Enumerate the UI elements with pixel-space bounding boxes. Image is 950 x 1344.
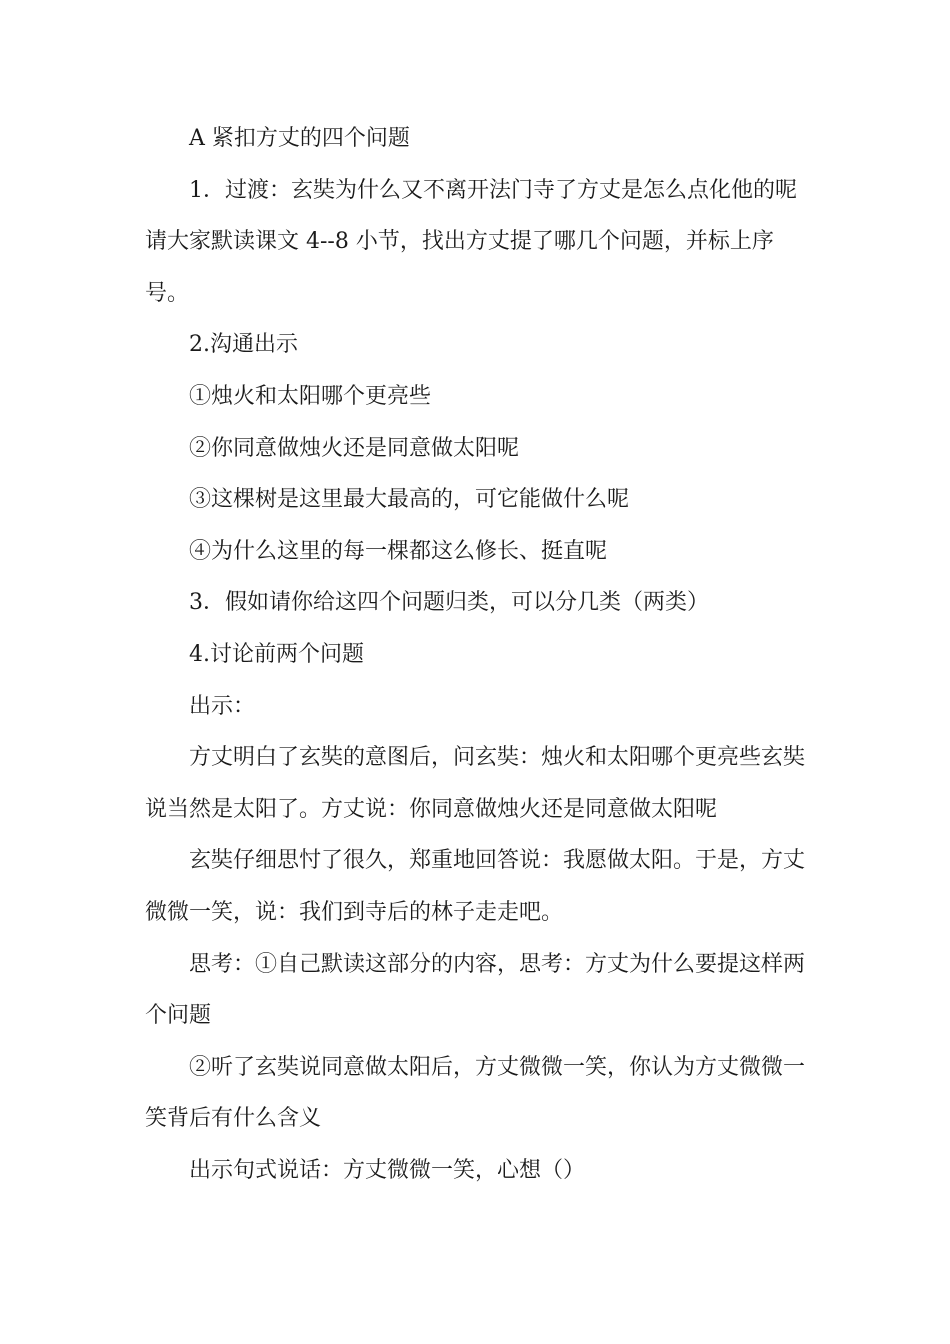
paragraph-show-label: 出示： (189, 693, 256, 719)
section-heading: A 紧扣方丈的四个问题 (189, 126, 410, 151)
paragraph-classify: 3．假如请你给这四个问题归类，可以分几类（两类） (189, 590, 709, 616)
question-item-1: ①烛火和太阳哪个更亮些 (189, 383, 432, 409)
paragraph-sentence-pattern: 出示句式说话：方丈微微一笑，心想（） (189, 1157, 586, 1183)
paragraph-quote-1: 方丈明白了玄奘的意图后，问玄奘：烛火和太阳哪个更亮些玄奘说当然是太阳了。方丈说：你同意做烛火还是同意做太阳呢 (145, 745, 806, 822)
paragraph-quote-2: 玄奘仔细思忖了很久，郑重地回答说：我愿做太阳。于是，方丈微微一笑，说：我们到寺后的林子走走吧。 (145, 848, 806, 925)
question-item-4: ④为什么这里的每一棵都这么修长、挺直呢 (189, 538, 608, 564)
question-item-2: ②你同意做烛火还是同意做太阳呢 (189, 435, 520, 461)
question-item-3: ③这棵树是这里最大最高的，可它能做什么呢 (189, 487, 630, 513)
paragraph-think-1: 思考：①自己默读这部分的内容，思考：方丈为什么要提这样两个问题 (145, 951, 806, 1029)
paragraph-discuss: 4.讨论前两个问题 (189, 641, 364, 667)
document-body (145, 113, 815, 1196)
paragraph-transition: 1．过渡：玄奘为什么又不离开法门寺了方丈是怎么点化他的呢请大家默读课文 4--8 小节，找出方丈提了哪几个问题，并标上序号。 (145, 177, 797, 306)
paragraph-think-2: ②听了玄奘说同意做太阳后，方丈微微一笑，你认为方丈微微一笑背后有什么含义 (145, 1054, 806, 1132)
paragraph-show: 2.沟通出示 (189, 332, 298, 358)
